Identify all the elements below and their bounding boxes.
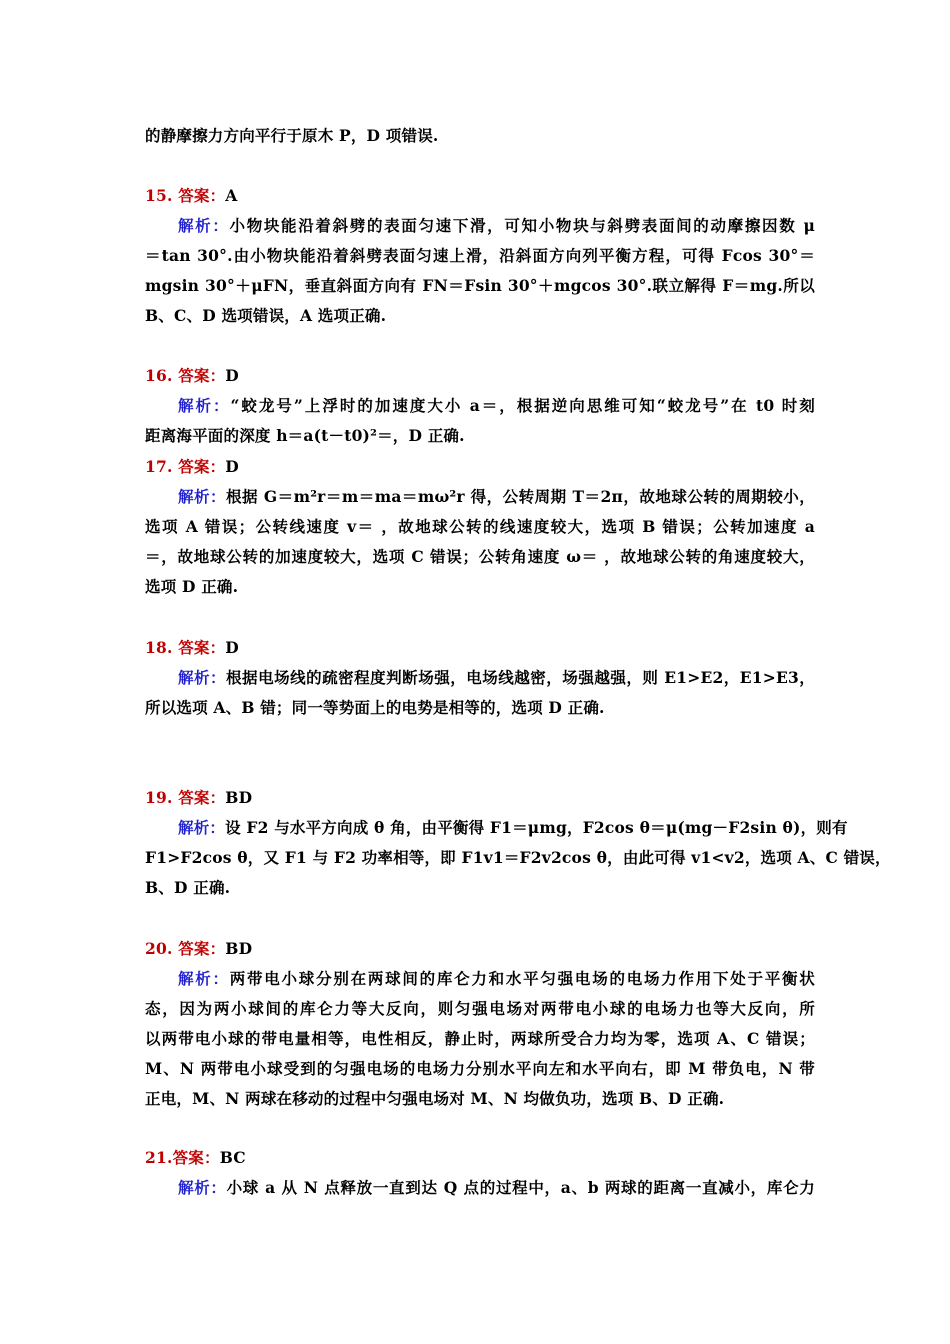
analysis-line: 解析：两带电小球分别在两球间的库仑力和水平匀强电场的电场力作用下处于平衡状 — [178, 969, 815, 988]
text-line: 的静摩擦力方向平行于原木 P，D 项错误. — [145, 126, 439, 145]
text-line: mgsin 30°＋μFN，垂直斜面方向有 FN＝Fsin 30°＋mgcos 30°.联立解得 F＝mg.所以 — [145, 276, 815, 295]
text-line: M、N 两带电小球受到的匀强电场的电场力分别水平向左和水平向右，即 M 带负电，N 带 — [145, 1059, 815, 1078]
text-line: B、C、D 选项错误，A 选项正确. — [145, 306, 387, 325]
text-line: 所以选项 A、B 错；同一等势面上的电势是相等的，选项 D 正确. — [145, 698, 605, 717]
analysis-line: 解析：小物块能沿着斜劈的表面匀速下滑，可知小物块与斜劈表面间的动摩擦因数 μ — [178, 216, 815, 235]
text-line: 正电，M、N 两球在移动的过程中匀强电场对 M、N 均做负功，选项 B、D 正确. — [145, 1089, 725, 1108]
analysis-line: 解析：设 F2 与水平方向成 θ 角，由平衡得 F1＝μmg，F2cos θ＝μ(mg－F2sin θ)，则有 — [178, 818, 848, 837]
analysis-line: 解析：小球 a 从 N 点释放一直到达 Q 点的过程中，a、b 两球的距离一直减小，库仑力 — [178, 1178, 815, 1197]
answer-heading-18: 18. 答案：D — [145, 638, 239, 657]
analysis-line: 解析：根据 G＝m²r＝m＝ma＝mω²r 得，公转周期 T＝2π，故地球公转的周期较小， — [178, 487, 815, 506]
text-line: F1>F2cos θ，又 F1 与 F2 功率相等，即 F1v1＝F2v2cos θ，由此可得 v1<v2，选项 A、C 错误， — [145, 848, 891, 867]
text-line: B、D 正确. — [145, 878, 231, 897]
answer-heading-17: 17. 答案：D — [145, 457, 239, 476]
text-line: 选项 D 正确. — [145, 577, 239, 596]
answer-heading-15: 15. 答案：A — [145, 186, 238, 205]
text-line: ＝tan 30°.由小物块能沿着斜劈表面匀速上滑，沿斜面方向列平衡方程，可得 Fcos 30°＝ — [145, 246, 815, 265]
text-line: 距离海平面的深度 h＝a(t－t0)²＝，D 正确. — [145, 426, 465, 445]
text-line: 以两带电小球的带电量相等，电性相反，静止时，两球所受合力均为零，选项 A、C 错误； — [145, 1029, 815, 1048]
answer-heading-21: 21.答案：BC — [145, 1148, 246, 1167]
analysis-line: 解析：根据电场线的疏密程度判断场强，电场线越密，场强越强，则 E1>E2，E1>E3， — [178, 668, 815, 687]
answer-heading-19: 19. 答案：BD — [145, 788, 253, 807]
text-line: 态，因为两小球间的库仑力等大反向，则匀强电场对两带电小球的电场力也等大反向，所 — [145, 999, 815, 1018]
analysis-line: 解析：“蛟龙号”上浮时的加速度大小 a＝，根据逆向思维可知“蛟龙号”在 t0 时刻 — [178, 396, 815, 415]
answer-heading-20: 20. 答案：BD — [145, 939, 253, 958]
text-line: 选项 A 错误；公转线速度 v＝ ，故地球公转的线速度较大，选项 B 错误；公转加速度 a — [145, 517, 815, 536]
text-line: ＝，故地球公转的加速度较大，选项 C 错误；公转角速度 ω＝ ，故地球公转的角速度较大， — [145, 547, 815, 566]
answer-heading-16: 16. 答案：D — [145, 366, 239, 385]
